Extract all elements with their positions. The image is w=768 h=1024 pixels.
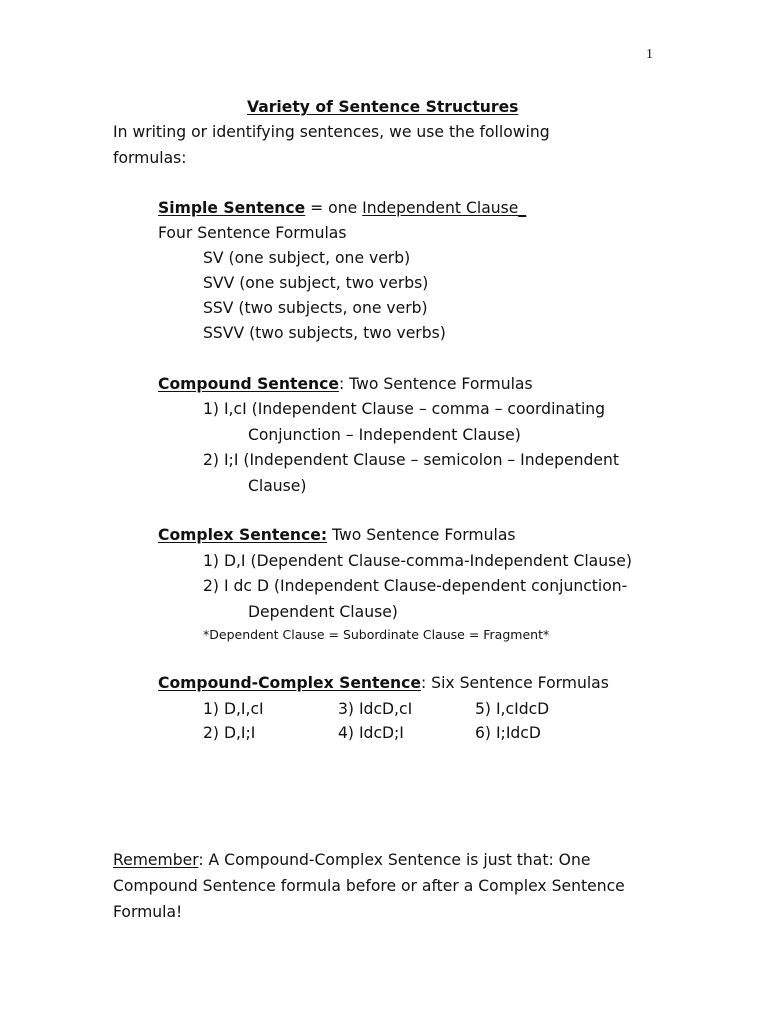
complex-sentence-rest: Two Sentence Formulas (327, 526, 516, 544)
page-title: Variety of Sentence Structures (247, 98, 519, 116)
remember-text-1: : A Compound-Complex Sentence is just that: One (198, 851, 591, 869)
complex-formula-1: 1) D,I (Dependent Clause-comma-Independent Clause) (203, 552, 632, 570)
compound-sentence-row (158, 374, 533, 394)
simple-formula-1: SV (one subject, one verb) (203, 249, 411, 267)
compound-formula-2b: Clause) (248, 477, 307, 495)
cc-formula-4: 4) IdcD;I (338, 724, 404, 742)
cc-formula-5: 5) I,cIdcD (475, 700, 550, 718)
intro-line-1: In writing or identifying sentences, we use the following (113, 123, 550, 141)
remember-line-2: Compound Sentence formula before or after a Complex Sentence (113, 877, 625, 895)
complex-formula-2b: Dependent Clause) (248, 603, 398, 621)
compound-complex-rest: : Six Sentence Formulas (420, 674, 609, 692)
simple-formula-2: SVV (one subject, two verbs) (203, 274, 429, 292)
complex-sentence-heading: Complex Sentence: (158, 526, 328, 544)
simple-sentence-equals: = one (305, 199, 363, 217)
cc-formula-3: 3) IdcD,cI (338, 700, 413, 718)
compound-complex-heading: Compound-Complex Sentence (158, 674, 421, 692)
cc-formula-1: 1) D,I,cI (203, 700, 264, 718)
compound-formula-2a: 2) I;I (Independent Clause – semicolon – Independent (203, 451, 619, 469)
compound-sentence-heading: Compound Sentence (158, 375, 339, 393)
remember-line-3: Formula! (113, 903, 183, 921)
remember-label: Remember (113, 851, 199, 869)
page-number: 1 (646, 47, 653, 62)
compound-sentence-rest: : Two Sentence Formulas (338, 375, 533, 393)
simple-sentence-row (158, 198, 526, 218)
simple-formula-4: SSVV (two subjects, two verbs) (203, 324, 446, 342)
cc-formula-2: 2) D,I;I (203, 724, 256, 742)
cc-formula-6: 6) I;IdcD (475, 724, 541, 742)
simple-formula-3: SSV (two subjects, one verb) (203, 299, 428, 317)
intro-line-2: formulas: (113, 149, 187, 167)
compound-formula-1a: 1) I,cI (Independent Clause – comma – coordinating (203, 400, 606, 418)
compound-formula-1b: Conjunction – Independent Clause) (248, 426, 521, 444)
simple-sentence-term: Independent Clause_ (362, 199, 527, 217)
simple-subheading: Four Sentence Formulas (158, 224, 347, 242)
complex-note: *Dependent Clause = Subordinate Clause = Fragment* (203, 627, 550, 642)
compound-complex-row (158, 673, 609, 693)
remember-line-1 (113, 850, 590, 870)
complex-sentence-row (158, 525, 516, 545)
complex-formula-2a: 2) I dc D (Independent Clause-dependent conjunction- (203, 577, 628, 595)
simple-sentence-heading: Simple Sentence (158, 199, 306, 217)
